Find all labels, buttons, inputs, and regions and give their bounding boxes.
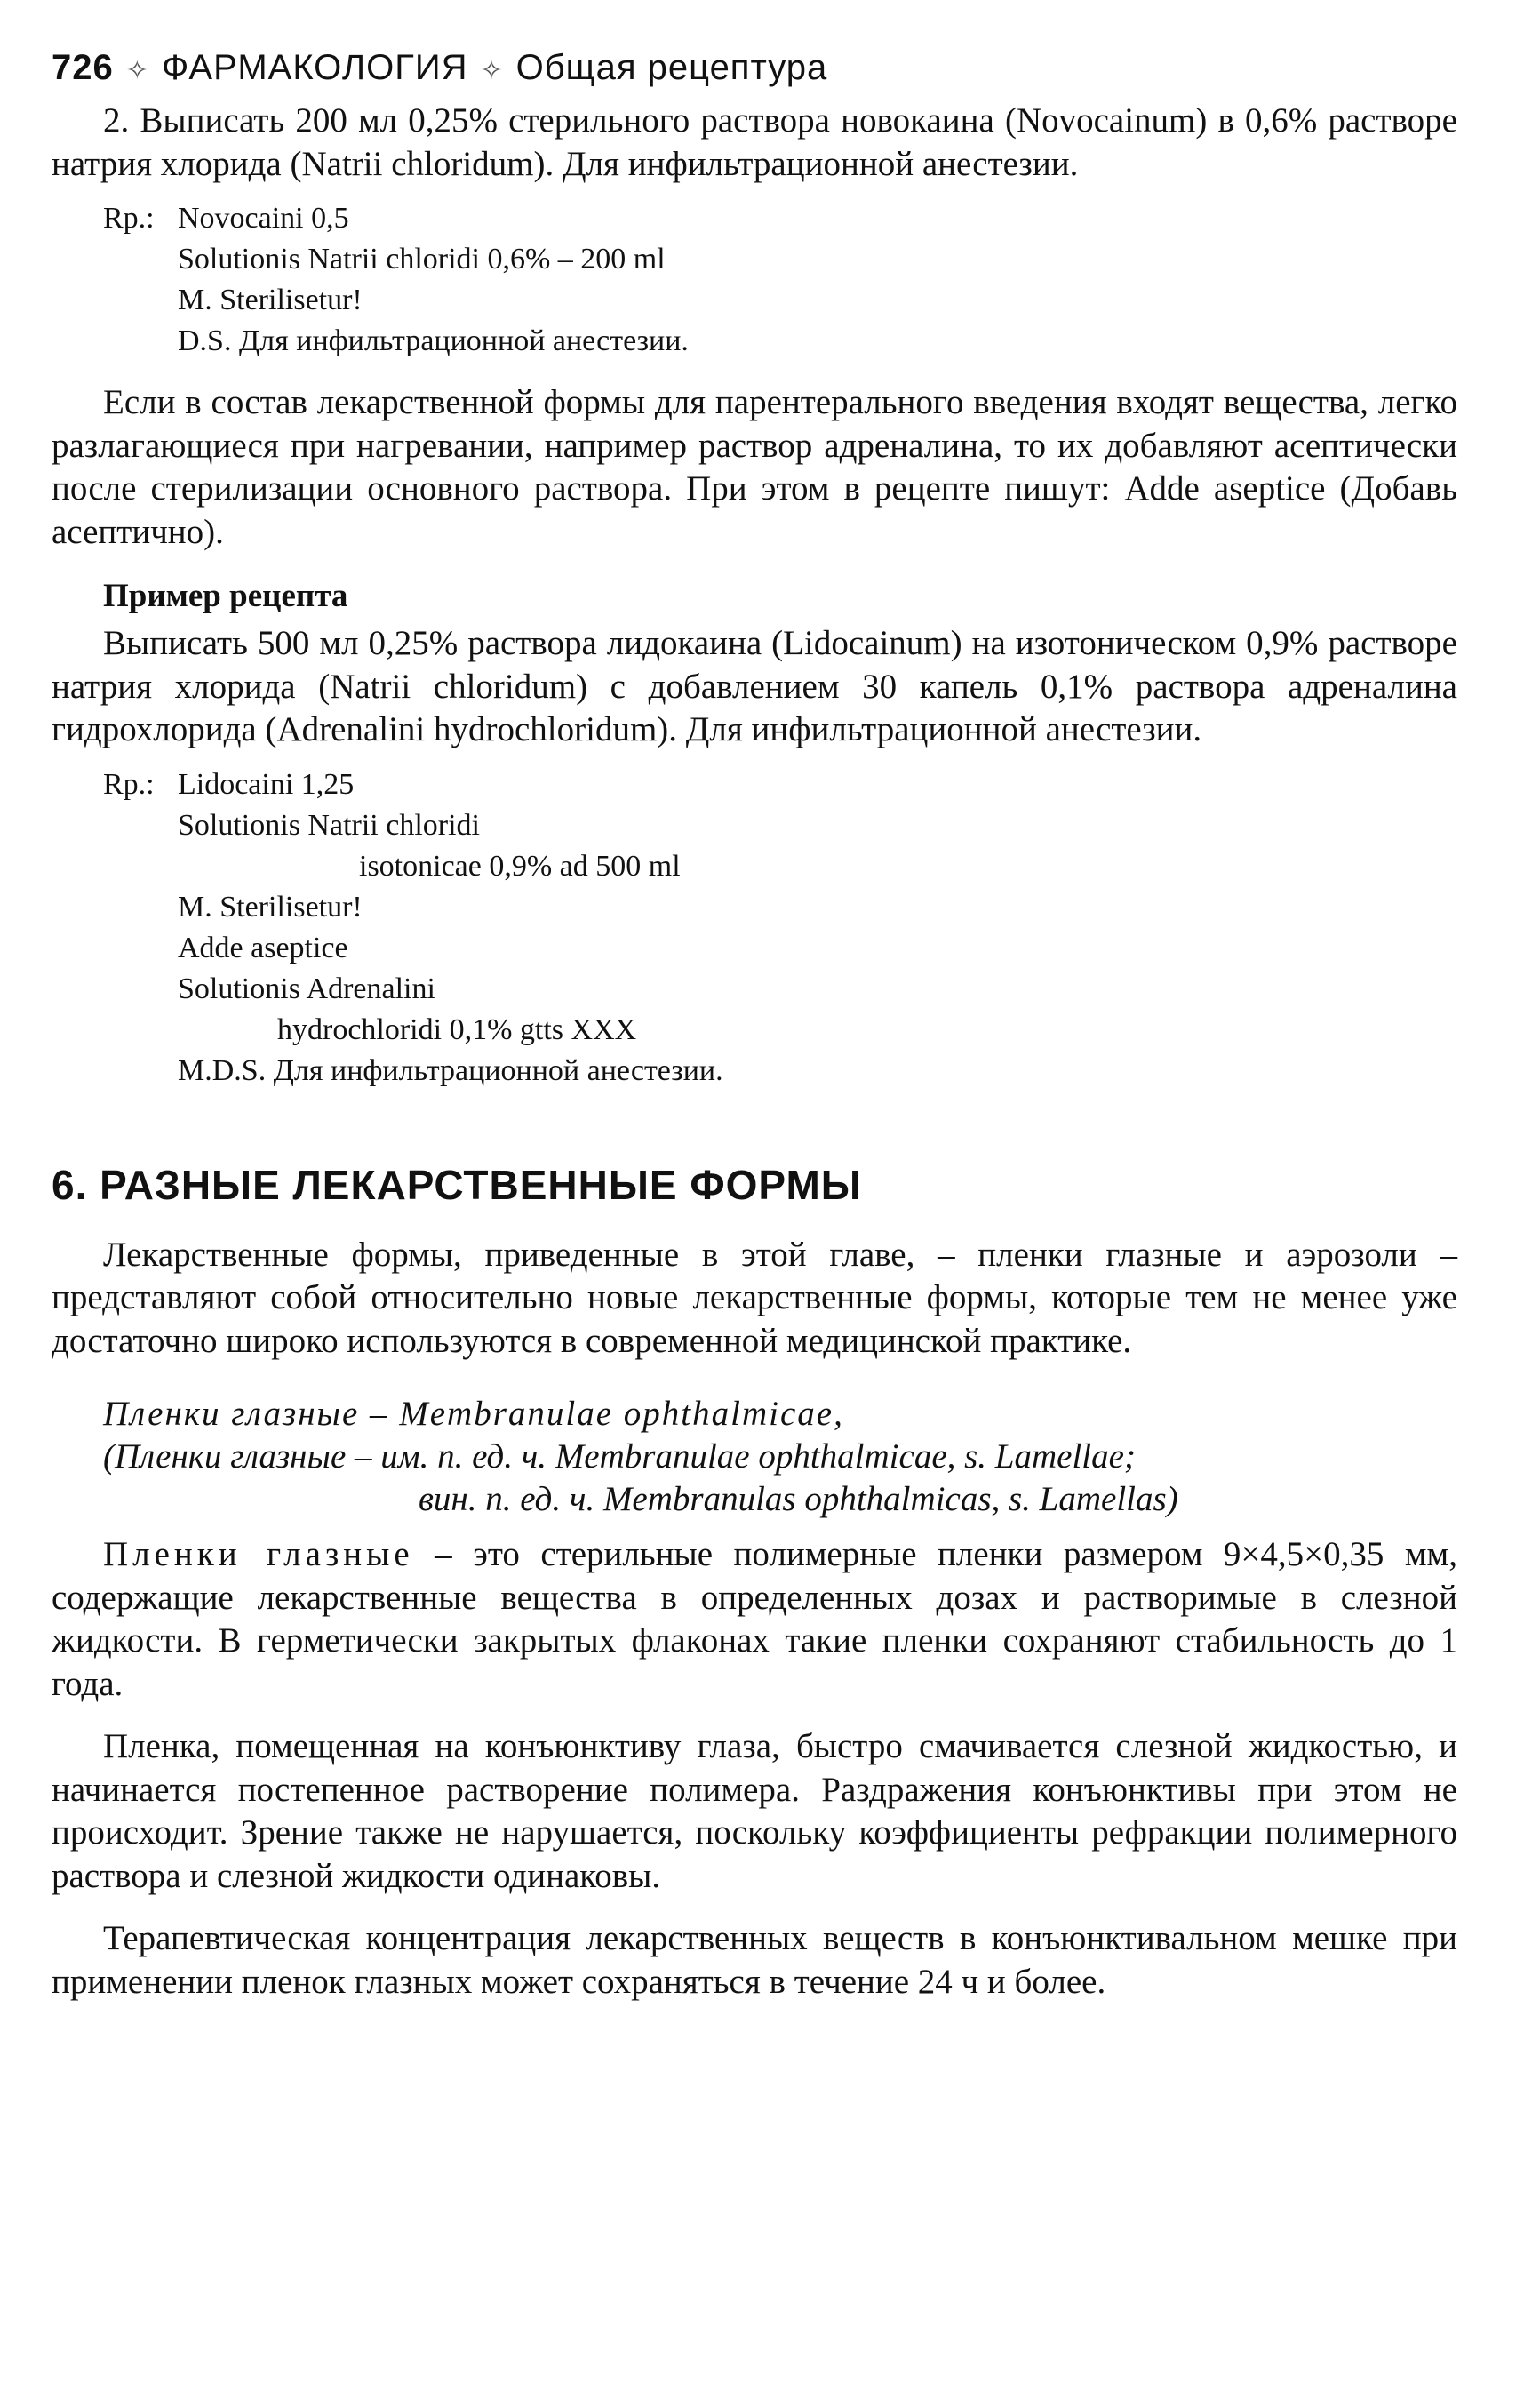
rx-line: M. Sterilisetur! xyxy=(178,890,363,924)
separator-diamond-icon: ✧ xyxy=(125,56,149,85)
rx-text: Novocaini 0,5 xyxy=(178,202,349,235)
rx-line: Solutionis Natrii chloridi 0,6% – 200 ml xyxy=(178,243,666,276)
rx-line: M.D.S. Для инфильтрационной анестезии. xyxy=(178,1053,723,1087)
rx-line: D.S. Для инфильтрационной анестезии. xyxy=(178,324,689,357)
task-lidocaine: Выписать 500 мл 0,25% раствора лидокаина (Lidocainum) на изотоническом 0,9% растворе натрия хлорида (Natrii chloridum) с добавлением 30 капель 0,1% раствора адреналина гидрохлорида (Adrenalini hydrochloridum). Для инфильтрационной анестезии. xyxy=(52,624,1457,748)
films-term-heading xyxy=(103,1393,1457,1521)
rx-line: Solutionis Natrii chloridi xyxy=(178,808,480,842)
rx-line: Adde aseptice xyxy=(178,931,348,964)
separator-diamond-icon: ✧ xyxy=(480,56,504,85)
section-title: Общая рецептура xyxy=(515,48,828,87)
task-novocaine: 2. Выписать 200 мл 0,25% стерильного раствора новокаина (Novocainum) в 0,6% растворе натрия хлорида (Natrii chloridum). Для инфильтрационной анестезии. xyxy=(52,101,1457,183)
films-term-lead: Пленки глазные xyxy=(103,1535,414,1573)
films-paragraph-1 xyxy=(52,1533,1457,1706)
rx-line xyxy=(103,198,1457,239)
films-paragraph-1-text: – это стерильные полимерные пленки размером 9×4,5×0,35 мм, содержащие лекарственные вещества в определенных дозах и растворимые в слезной жидкости. В герметически закрытых флаконах такие пленки сохраняют стабильность до 1 года. xyxy=(52,1535,1457,1703)
rx-line: M. Sterilisetur! xyxy=(178,284,363,316)
chapter-intro: Лекарственные формы, приведенные в этой главе, – пленки глазные и аэрозоли – представляют собой относительно новые лекарственные формы, которые тем не менее уже достаточно широко используются в современной медицинской практике. xyxy=(52,1235,1457,1360)
rx-line xyxy=(103,764,1457,805)
book-title: ФАРМАКОЛОГИЯ xyxy=(161,48,468,87)
films-heading-line: Пленки глазные – Membranulae ophthalmicae, xyxy=(103,1395,844,1433)
prescription-novocaine xyxy=(103,198,1457,362)
example-heading: Пример рецепта xyxy=(103,578,348,614)
prescription-lidocaine xyxy=(103,764,1457,1092)
chapter-title: 6. РАЗНЫЕ ЛЕКАРСТВЕННЫЕ ФОРМЫ xyxy=(52,1161,862,1208)
films-heading-line: (Пленки глазные – им. п. ед. ч. Membranulae ophthalmicae, s. Lamellae; xyxy=(103,1437,1136,1476)
rx-text: Lidocaini 1,25 xyxy=(178,767,355,801)
rx-label: Rp.: xyxy=(103,202,155,235)
films-heading-line: вин. п. ед. ч. Membranulas ophthalmicas, s. Lamellas) xyxy=(419,1480,1178,1518)
rx-line: Solutionis Adrenalini xyxy=(178,972,435,1005)
rx-line: isotonicae 0,9% ad 500 ml xyxy=(359,849,681,883)
book-page xyxy=(52,46,1457,2004)
rx-line: hydrochloridi 0,1% gtts XXX xyxy=(277,1012,637,1046)
page-number: 726 xyxy=(52,48,114,87)
films-paragraph-3: Терапевтическая концентрация лекарственных веществ в конъюнктивальном мешке при применении пленок глазных может сохраняться в течение 24 ч и более. xyxy=(52,1919,1457,2001)
films-paragraph-2: Пленка, помещенная на конъюнктиву глаза, быстро смачивается слезной жидкостью, и начинается постепенное растворение полимера. Раздражения конъюнктивы при этом не происходит. Зрение также не нарушается, поскольку коэффициенты рефракции полимерного раствора и слезной жидкости одинаковы. xyxy=(52,1727,1457,1895)
paragraph-aseptic: Если в состав лекарственной формы для парентерального введения входят вещества, легко разлагающиеся при нагревании, например раствор адреналина, то их добавляют асептически после стерилизации основного раствора. При этом в рецепте пишут: Adde aseptice (Добавь асептично). xyxy=(52,383,1457,551)
running-head xyxy=(52,46,1457,89)
rx-label: Rp.: xyxy=(103,767,155,801)
